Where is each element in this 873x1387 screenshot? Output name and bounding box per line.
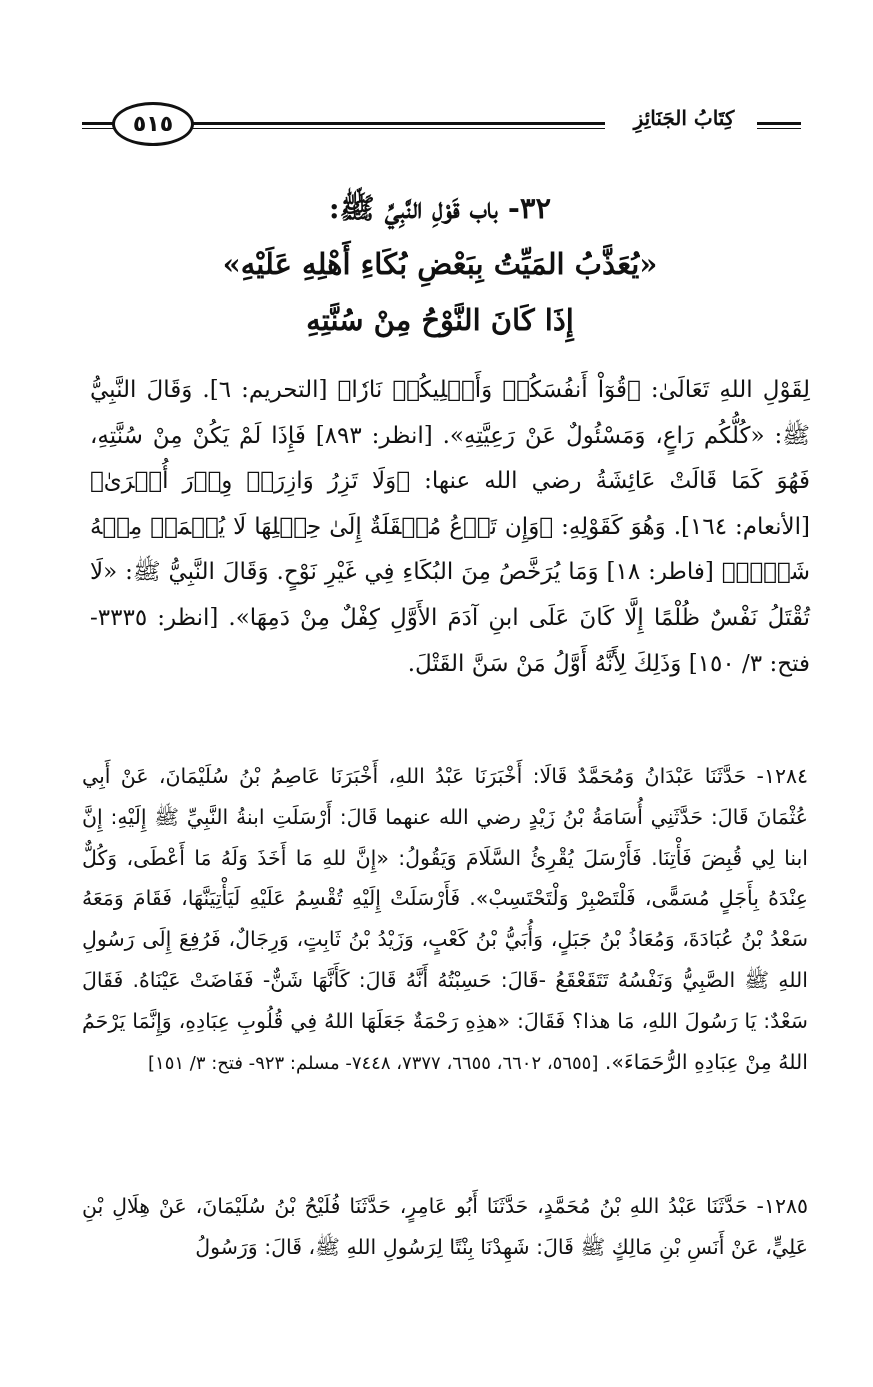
page-header xyxy=(0,90,873,160)
chapter-introduction: لِقَوْلِ اللهِ تَعَالَىٰ: ﴿قُوٓاْ أَنفُسَكُمۡ وَأَهۡلِيكُمۡ نَارٗا﴾ [التحريم: ٦]. وَقَالَ النَّبِيُّ ﷺ: «كُلُّكُم رَاعٍ، وَمَسْئُولٌ عَنْ رَعِيَّتِهِ». [انظر: ٨٩٣] فَإِذَا لَمْ يَكُنْ مِنْ سُنَّتِهِ، فَهُوَ كَمَا قَالَتْ عَائِشَةُ رضي الله عنها: ﴿وَلَا تَزِرُ وَازِرَةٞ وِزۡرَ أُخۡرَىٰ﴾ [الأنعام: ١٦٤]. وَهُوَ كَقَوْلِهِ: ﴿وَإِن تَدۡعُ مُثۡقَلَةٌ إِلَىٰ حِمۡلِهَا لَا يُحۡمَلۡ مِنۡهُ شَيۡءٞ﴾ [فاطر: ١٨] وَمَا يُرَخَّصُ مِنَ البُكَاءِ فِي غَيْرِ نَوْحٍ. وَقَالَ النَّبِيُّ ﷺ: «لَا تُقْتَلُ نَفْسٌ ظُلْمًا إِلَّا كَانَ عَلَى ابنِ آدَمَ الأَوَّلِ كِفْلٌ مِنْ دَمِهَا». [انظر: ٣٣٣٥- فتح: ٣/ ١٥٠] وَذَلِكَ لِأَنَّهُ أَوَّلُ مَنْ سَنَّ القَتْلَ. xyxy=(90,377,810,677)
header-rule-right-thin xyxy=(757,128,801,129)
hadith-1285: ١٢٨٥- حَدَّثَنَا عَبْدُ اللهِ بْنُ مُحَمَّدٍ، حَدَّثَنَا أَبُو عَامِرٍ، حَدَّثَنَا فُلَيْحُ بْنُ سُلَيْمَانَ، عَنْ هِلَالِ بْنِ عَلِيٍّ، عَنْ أَنَسِ بْنِ مَالِكٍ ﷺ قَالَ: شَهِدْنَا بِنْتًا لِرَسُولِ اللهِ ﷺ، قَالَ: وَرَسُولُ xyxy=(82,1194,808,1259)
header-rule-right xyxy=(757,122,801,125)
chapter-title-line-1: ٣٢- باب قَوْلِ النَّبِيِّ ﷺ: xyxy=(328,191,552,225)
header-rule-middle xyxy=(190,122,605,125)
header-rule-middle-thin xyxy=(190,128,605,129)
chapter-heading xyxy=(80,180,800,348)
chapter-title-line-3: إِذَا كَانَ النَّوْحُ مِنْ سُنَّتِهِ xyxy=(306,303,574,337)
book-title: كِتَابُ الجَنَائِزِ xyxy=(633,106,735,130)
chapter-title-line-2: «يُعَذَّبُ المَيِّتُ بِبَعْضِ بُكَاءِ أَهْلِهِ عَلَيْهِ» xyxy=(222,247,658,281)
hadith-1284-text: ١٢٨٤- حَدَّثَنَا عَبْدَانُ وَمُحَمَّدٌ قَالَا: أَخْبَرَنَا عَبْدُ اللهِ، أَخْبَرَنَا عَاصِمُ بْنُ سُلَيْمَانَ، عَنْ أَبِي عُثْمَانَ قَالَ: حَدَّثَنِي أُسَامَةُ بْنُ زَيْدٍ رضي الله عنهما قَالَ: أَرْسَلَتِ ابنةُ النَّبِيِّ ﷺ إِلَيْهِ: إِنَّ ابنا لِي قُبِضَ فَأْتِنَا. فَأَرْسَلَ يُقْرِئُ السَّلَامَ وَيَقُولُ: «إِنَّ للهِ مَا أَخَذَ وَلَهُ مَا أَعْطَى، وَكُلٌّ عِنْدَهُ بِأَجَلٍ مُسَمًّى، فَلْتَصْبِرْ وَلْتَحْتَسِبْ». فَأَرْسَلَتْ إِلَيْهِ تُقْسِمُ عَلَيْهِ لَيَأْتِيَنَّهَا، فَقَامَ وَمَعَهُ سَعْدُ بْنُ عُبَادَةَ، وَمُعَاذُ بْنُ جَبَلٍ، وَأُبَيُّ بْنُ كَعْبٍ، وَزَيْدُ بْنُ ثَابِتٍ، وَرِجَالٌ، فَرُفِعَ إِلَى رَسُولِ اللهِ ﷺ الصَّبِيُّ وَنَفْسُهُ تَتَقَعْقَعُ -قَالَ: حَسِبْتُهُ أَنَّهُ قَالَ: كَأَنَّهَا شَنٌّ- فَفَاضَتْ عَيْنَاهُ. فَقَالَ سَعْدٌ: يَا رَسُولَ اللهِ، مَا هذا؟ فَقَالَ: «هذِهِ رَحْمَةٌ جَعَلَهَا اللهُ فِي قُلُوبِ عِبَادِهِ، وَإِنَّمَا يَرْحَمُ اللهُ مِنْ عِبَادِهِ الرُّحَمَاءَ». xyxy=(82,764,808,1074)
hadith-1284-references: [٥٦٥٥، ٦٦٠٢، ٦٦٥٥، ٧٣٧٧، ٧٤٤٨- مسلم: ٩٢٣- فتح: ٣/ ١٥١] xyxy=(148,1052,599,1074)
hadith-1284 xyxy=(82,756,808,1084)
page-number: ٥١٥ xyxy=(112,102,194,146)
